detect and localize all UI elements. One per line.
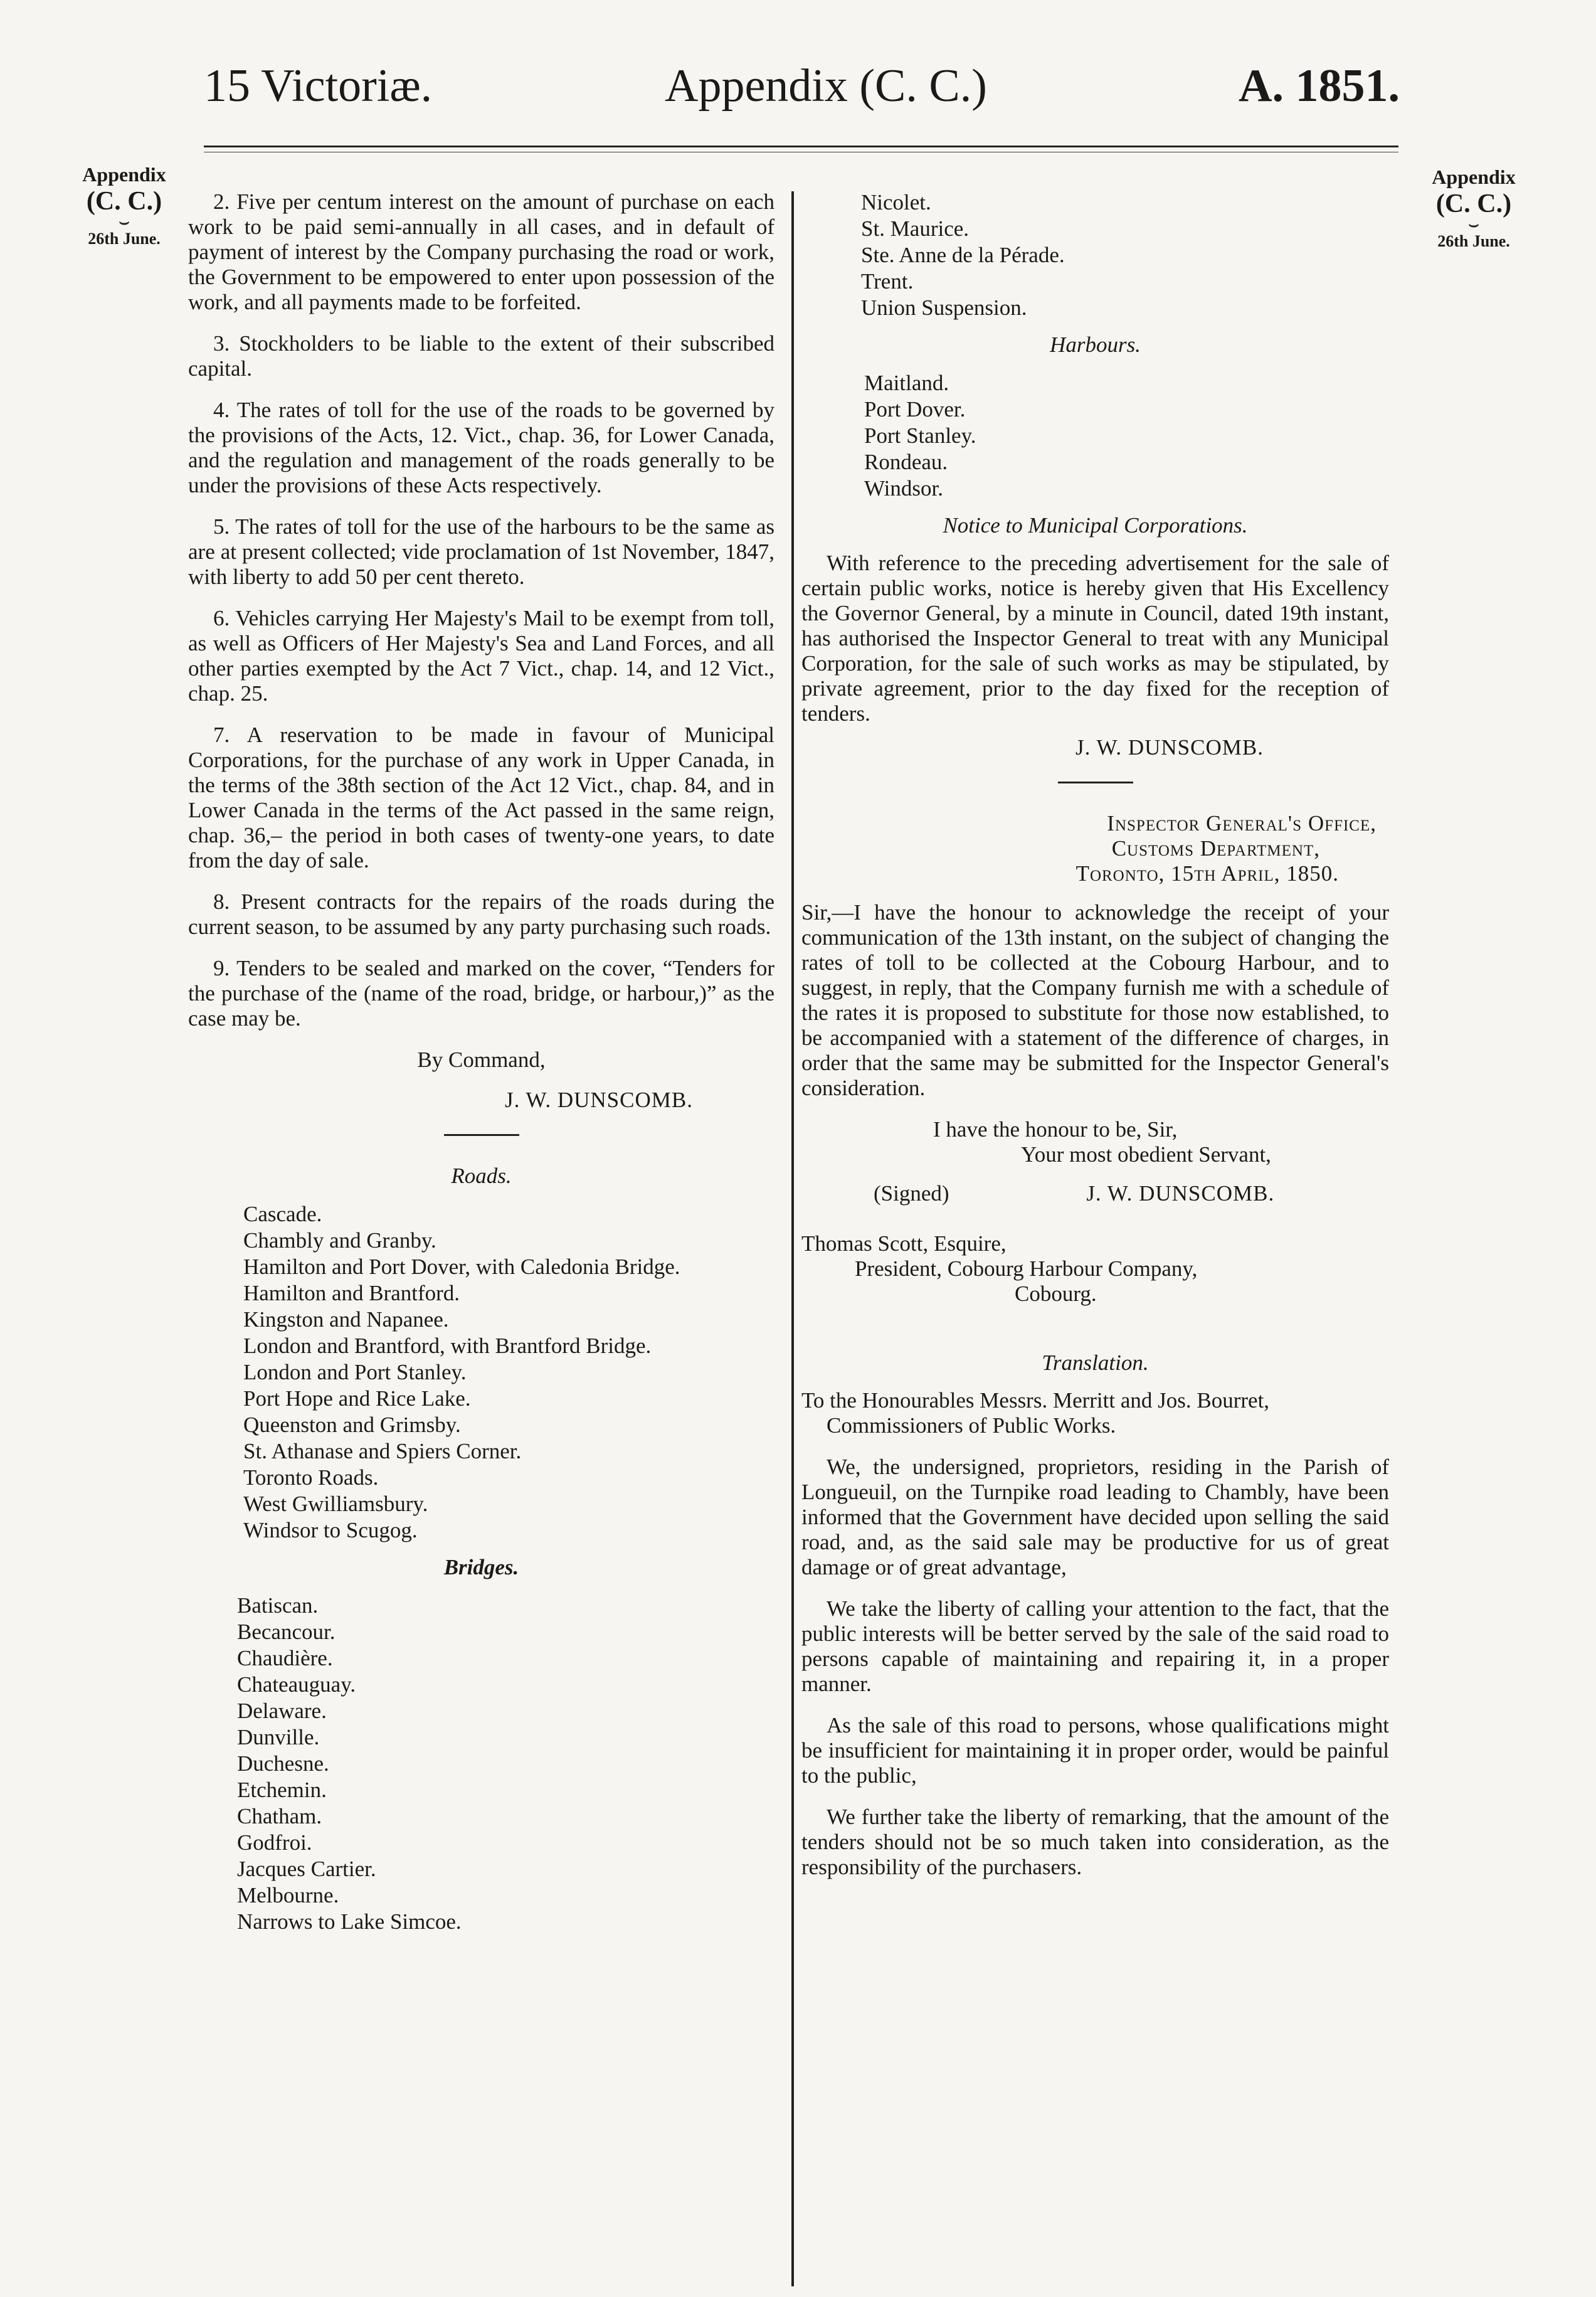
margin-brace: ⌣ bbox=[1468, 215, 1479, 233]
list-item: Port Stanley. bbox=[864, 423, 976, 448]
right-column bbox=[801, 189, 1389, 1896]
list-item: Port Dover. bbox=[864, 397, 966, 422]
translation-paragraph: We further take the liberty of remarking, that the amount of the tenders should not be so much taken into consideration, as the responsibility of the purchasers. bbox=[801, 1805, 1389, 1879]
letter-closing-2: Your most obedient Servant, bbox=[1021, 1142, 1271, 1167]
notice-heading: Notice to Municipal Corporations. bbox=[943, 513, 1248, 538]
bridges-list-continued bbox=[801, 189, 1389, 321]
list-item: Queenston and Grimsby. bbox=[243, 1413, 461, 1437]
bridges-heading: Bridges. bbox=[443, 1555, 519, 1579]
list-item: West Gwilliamsbury. bbox=[243, 1492, 428, 1516]
margin-code: (C. C.) bbox=[86, 187, 162, 216]
header-appendix: Appendix (C. C.) bbox=[665, 60, 987, 112]
margin-note-right bbox=[1402, 164, 1546, 252]
list-item: Nicolet. bbox=[861, 190, 931, 215]
to-line-2: Commissioners of Public Works. bbox=[827, 1413, 1116, 1438]
condition-paragraph: 3. Stockholders to be liable to the extent of their subscribed capital. bbox=[188, 331, 774, 381]
list-item: Windsor. bbox=[864, 476, 943, 501]
translation-paragraph: As the sale of this road to persons, whose qualifications might be insufficient for maintaining it in proper order, would be painful to the public, bbox=[801, 1713, 1389, 1788]
page-header bbox=[0, 60, 1596, 129]
margin-date: 26th June. bbox=[1437, 232, 1510, 250]
list-item: Ste. Anne de la Pérade. bbox=[861, 243, 1065, 267]
list-item: Union Suspension. bbox=[861, 295, 1027, 320]
header-session: 15 Victoriæ. bbox=[204, 60, 433, 112]
condition-paragraph: 9. Tenders to be sealed and marked on the cover, “Tenders for the purchase of the (name of the road, bridge, or harbour,)” as the case may be. bbox=[188, 956, 774, 1031]
list-item: London and Port Stanley. bbox=[243, 1360, 467, 1384]
list-item: Windsor to Scugog. bbox=[243, 1518, 418, 1542]
list-item: Chambly and Granby. bbox=[243, 1228, 436, 1253]
notice-text: With reference to the preceding advertisement for the sale of certain public works, notice is hereby given that His Excellency the Governor General, by a minute in Council, dated 19th instant, has authorised the Inspector General to treat with any Municipal Corporation, for the sale of such works as may be stipulated, by private agreement, prior to the day fixed for the reception of tenders. bbox=[801, 551, 1389, 726]
signed-name: J. W. DUNSCOMB. bbox=[1086, 1181, 1275, 1206]
bridges-list bbox=[188, 1593, 774, 1935]
left-column bbox=[188, 189, 774, 1935]
condition-paragraph: 4. The rates of toll for the use of the roads to be governed by the provisions of the Acts, 12. Vict., chap. 36, for Lower Canada, and the regulation and management of the roads generally to be under the provisions of these Acts respectively. bbox=[188, 398, 774, 497]
condition-paragraph: 7. A reservation to be made in favour of Municipal Corporations, for the purchase of any work in Upper Canada, in the terms of the 38th section of the Act 12 Vict., chap. 84, and in Lower Canada in the terms of the Act passed in the same reign, chap. 36,– the period in both cases of twenty-one years, to date from the day of sale. bbox=[188, 723, 774, 873]
list-item: Port Hope and Rice Lake. bbox=[243, 1386, 471, 1411]
list-item: Chaudière. bbox=[237, 1646, 333, 1670]
list-item: Hamilton and Port Dover, with Caledonia Bridge. bbox=[243, 1255, 680, 1279]
margin-note-left bbox=[61, 162, 187, 250]
list-item: Dunville. bbox=[237, 1725, 320, 1749]
column-divider bbox=[791, 191, 794, 2286]
list-item: Narrows to Lake Simcoe. bbox=[237, 1909, 462, 1934]
list-item: London and Brantford, with Brantford Bridge. bbox=[243, 1334, 652, 1358]
condition-paragraph: 8. Present contracts for the repairs of the roads during the current season, to be assumed by any party purchasing such roads. bbox=[188, 889, 774, 939]
margin-brace: ⌣ bbox=[119, 213, 130, 231]
signed-label: (Signed) bbox=[874, 1181, 949, 1206]
office-line-2: Customs Department, bbox=[1111, 836, 1320, 861]
addressee-line-2: President, Cobourg Harbour Company, bbox=[855, 1256, 1198, 1281]
translation-paragraph: We take the liberty of calling your attention to the fact, that the public interests will be better served by the sale of the said road to persons capable of maintaining and repairing it, in a proper manner. bbox=[801, 1596, 1389, 1696]
harbours-list bbox=[801, 370, 1389, 502]
notice-signature: J. W. DUNSCOMB. bbox=[1075, 735, 1264, 760]
header-year: A. 1851. bbox=[1239, 60, 1400, 112]
list-item: Chatham. bbox=[237, 1804, 322, 1828]
list-item: Chateauguay. bbox=[237, 1672, 356, 1697]
list-item: Maitland. bbox=[864, 371, 949, 395]
addressee-line-3: Cobourg. bbox=[1015, 1281, 1097, 1306]
roads-list bbox=[188, 1201, 774, 1544]
margin-code: (C. C.) bbox=[1435, 189, 1512, 218]
letter-closing-1: I have the honour to be, Sir, bbox=[933, 1117, 1178, 1142]
margin-label: Appendix bbox=[1432, 166, 1516, 188]
condition-paragraph: 6. Vehicles carrying Her Majesty's Mail to be exempt from toll, as well as Officers of Her Majesty's Sea and Land Forces, and all other parties exempted by the Act 7 Vict., chap. 14, and 12 Vict., chap. 25. bbox=[188, 606, 774, 706]
list-item: Duchesne. bbox=[237, 1751, 329, 1776]
harbours-heading: Harbours. bbox=[1050, 332, 1141, 357]
header-rule bbox=[204, 146, 1398, 147]
margin-label: Appendix bbox=[82, 163, 166, 186]
signature: J. W. DUNSCOMB. bbox=[505, 1088, 693, 1112]
list-item: Trent. bbox=[861, 269, 914, 294]
letter-text: Sir,—I have the honour to acknowledge the receipt of your communication of the 13th instant, on the subject of changing the rates of toll to be collected at the Cobourg Harbour, and to suggest, in reply, that the Company furnish me with a schedule of the rates it is proposed to substitute for those now established, to be accompanied with a statement of the difference of charges, in order that the same may be submitted for the Inspector General's consideration. bbox=[801, 900, 1389, 1100]
addressee-line-1: Thomas Scott, Esquire, bbox=[801, 1231, 1007, 1256]
list-item: Batiscan. bbox=[237, 1593, 319, 1618]
margin-date: 26th June. bbox=[88, 230, 161, 248]
list-item: St. Athanase and Spiers Corner. bbox=[243, 1439, 522, 1463]
office-line-1: Inspector General's Office, bbox=[1107, 811, 1377, 836]
list-item: Kingston and Napanee. bbox=[243, 1307, 449, 1332]
to-line-1: To the Honourables Messrs. Merritt and Jos. Bourret, bbox=[801, 1388, 1270, 1413]
translation-paragraph: We, the undersigned, proprietors, residing in the Parish of Longueuil, on the Turnpike road leading to Chambly, have been informed that the Government have decided upon selling the said road, and, as the said sale may be productive for us of great damage or of great advantage, bbox=[801, 1455, 1389, 1579]
condition-paragraph: 2. Five per centum interest on the amount of purchase on each work to be paid semi-annually in all cases, and in default of payment of interest by the Company purchasing the road or work, the Government to be empowered to enter upon possession of the work, and all payments made to be forfeited. bbox=[188, 189, 774, 314]
list-item: Becancour. bbox=[237, 1620, 336, 1644]
list-item: Delaware. bbox=[237, 1699, 327, 1723]
section-rule bbox=[444, 1134, 519, 1136]
list-item: Toronto Roads. bbox=[243, 1465, 379, 1490]
condition-paragraph: 5. The rates of toll for the use of the harbours to be the same as are at present collected; vide proclamation of 1st November, 1847, with liberty to add 50 per cent thereto. bbox=[188, 514, 774, 589]
list-item: Jacques Cartier. bbox=[237, 1857, 376, 1881]
translation-heading: Translation. bbox=[1042, 1350, 1149, 1375]
office-line-3: Toronto, 15th April, 1850. bbox=[1075, 861, 1339, 886]
list-item: Hamilton and Brantford. bbox=[243, 1281, 460, 1305]
list-item: Etchemin. bbox=[237, 1778, 327, 1802]
list-item: Melbourne. bbox=[237, 1883, 339, 1907]
list-item: Cascade. bbox=[243, 1202, 322, 1226]
list-item: Rondeau. bbox=[864, 450, 948, 474]
roads-heading: Roads. bbox=[451, 1164, 512, 1188]
list-item: Godfroi. bbox=[237, 1830, 312, 1855]
by-command: By Command, bbox=[417, 1048, 546, 1072]
list-item: St. Maurice. bbox=[861, 216, 970, 241]
section-rule bbox=[1058, 782, 1133, 783]
